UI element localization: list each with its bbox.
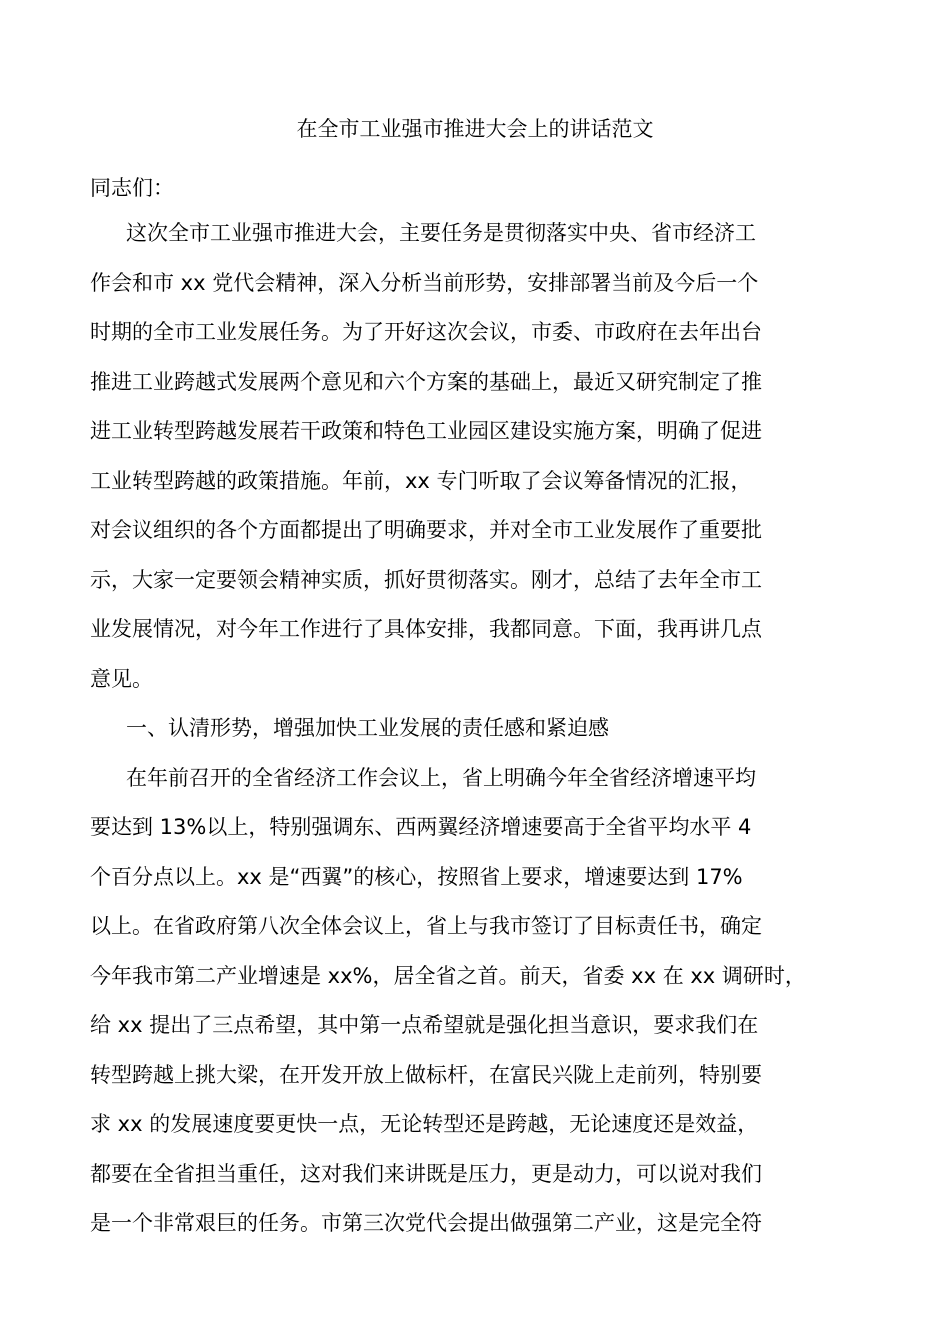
paragraph-line: 示，大家一定要领会精神实质，抓好贯彻落实。刚才，总结了去年全市工 [90,568,762,592]
paragraph-line: 个百分点以上。xx 是“西翼”的核心，按照省上要求，增速要达到 17% [90,865,743,889]
paragraph-line: 推进工业跨越式发展两个意见和六个方案的基础上，最近又研究制定了推 [90,370,762,394]
paragraph-line: 工业转型跨越的政策措施。年前，xx 专门听取了会议筹备情况的汇报， [90,469,752,493]
section-heading: 一、认清形势，增强加快工业发展的责任感和紧迫感 [126,716,609,740]
paragraph-line: 进工业转型跨越发展若干政策和特色工业园区建设实施方案，明确了促进 [90,419,762,443]
paragraph-line: 都要在全省担当重任，这对我们来讲既是压力，更是动力，可以说对我们 [90,1162,762,1186]
paragraph-line: 业发展情况，对今年工作进行了具体安排，我都同意。下面，我再讲几点 [90,617,762,641]
paragraph-line: 转型跨越上挑大梁，在开发开放上做标杆，在富民兴陇上走前列，特别要 [90,1063,762,1087]
paragraph-line: 这次全市工业强市推进大会，主要任务是贯彻落实中央、省市经济工 [126,221,756,245]
paragraph-line: 今年我市第二产业增速是 xx%，居全省之首。前天，省委 xx 在 xx 调研时， [90,964,806,988]
paragraph-line: 作会和市 xx 党代会精神，深入分析当前形势，安排部署当前及今后一个 [90,271,759,295]
paragraph-line: 以上。在省政府第八次全体会议上，省上与我市签订了目标责任书，确定 [90,914,762,938]
paragraph-line: 是一个非常艰巨的任务。市第三次党代会提出做强第二产业，这是完全符 [90,1211,762,1235]
paragraph-line: 对会议组织的各个方面都提出了明确要求，并对全市工业发展作了重要批 [90,518,762,542]
paragraph-line: 求 xx 的发展速度要更快一点，无论转型还是跨越，无论速度还是效益， [90,1112,759,1136]
paragraph-line: 时期的全市工业发展任务。为了开好这次会议，市委、市政府在去年出台 [90,320,762,344]
document-title: 在全市工业强市推进大会上的讲话范文 [296,117,654,141]
paragraph-line: 在年前召开的全省经济工作会议上，省上明确今年全省经济增速平均 [126,766,756,790]
paragraph-line: 意见。 [90,667,153,691]
paragraph-line: 给 xx 提出了三点希望，其中第一点希望就是强化担当意识，要求我们在 [90,1013,759,1037]
salutation-line: 同志们： [90,176,174,200]
paragraph-line: 要达到 13%以上，特别强调东、西两翼经济增速要高于全省平均水平 4 [90,815,752,839]
